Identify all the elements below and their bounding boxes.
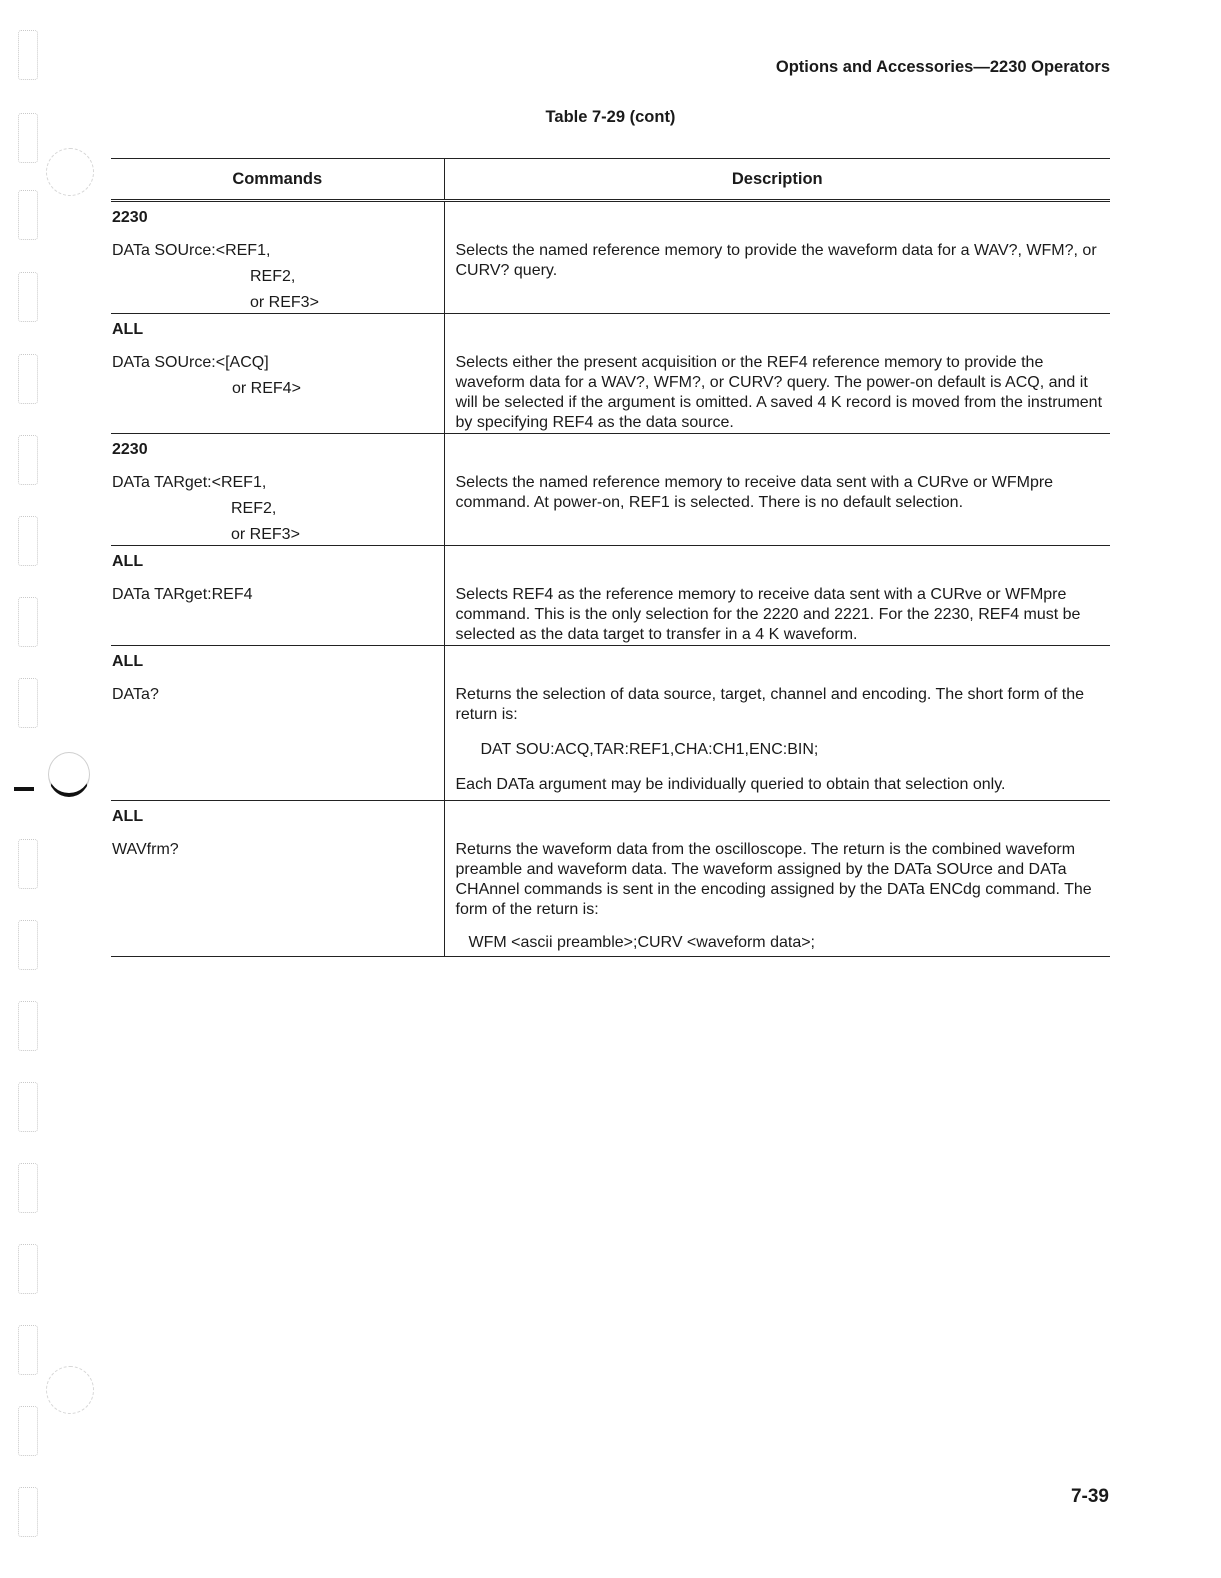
command-continuation: or REF3>: [250, 294, 319, 311]
commands-table: [111, 158, 1110, 957]
command-cell: [111, 314, 444, 434]
description-cell: [444, 434, 1110, 546]
command-continuation: REF2,: [231, 500, 277, 517]
table-title: Table 7-29 (cont): [545, 108, 676, 126]
description-note: Each DATa argument may be individually queried to obtain that selection only.: [455, 776, 1006, 793]
model-label: 2230: [112, 441, 148, 458]
binder-hole: [18, 30, 38, 80]
command-cell: [111, 546, 444, 646]
description-cell: [444, 546, 1110, 646]
running-head: Options and Accessories—2230 Operators: [775, 58, 1110, 76]
binder-hole: [18, 1406, 38, 1456]
return-format-code: DAT SOU:ACQ,TAR:REF1,CHA:CH1,ENC:BIN;: [480, 741, 819, 758]
command-text: WAVfrm?: [112, 841, 179, 858]
command-text: DATa SOUrce:<[ACQ]: [112, 354, 269, 371]
description-cell: [444, 314, 1110, 434]
binder-hole: [18, 190, 38, 240]
binder-hole: [18, 354, 38, 404]
ring-hole: [46, 148, 94, 196]
table-header-row: [111, 159, 1110, 201]
command-text: DATa TARget:REF4: [112, 586, 253, 603]
binder-hole: [18, 1487, 38, 1537]
binder-hole: [18, 920, 38, 970]
column-header-commands: Commands: [111, 159, 444, 201]
binder-hole: [18, 1244, 38, 1294]
binder-hole: [18, 272, 38, 322]
table-row: [111, 314, 1110, 434]
description-text: Selects the named reference memory to provide the waveform data for a WAV?, WFM?, or CURV? query.: [455, 242, 1097, 279]
model-label: ALL: [112, 808, 144, 825]
description-text: Returns the selection of data source, target, channel and encoding. The short form of the return is:: [455, 686, 1085, 723]
binder-hole: [18, 1163, 38, 1213]
binder-hole: [18, 516, 38, 566]
column-header-description: Description: [444, 159, 1110, 201]
command-continuation: REF2,: [250, 268, 296, 285]
description-text: Selects either the present acquisition or the REF4 reference memory to provide the waveform data for a WAV?, WFM?, or CURV? query. The power-on default is ACQ, and it will be selected if the argument is omitted. A saved 4 K record is moved from the instrument by specifying REF4 as the data source.: [455, 354, 1103, 431]
description-cell: [444, 646, 1110, 801]
command-cell: [111, 801, 444, 957]
binder-hole: [18, 597, 38, 647]
command-text: DATa?: [112, 686, 159, 703]
table-row: [111, 646, 1110, 801]
description-text: Returns the waveform data from the oscilloscope. The return is the combined waveform preamble and waveform data. The waveform assigned by the DATa SOUrce and DATa CHAnnel commands is sent in the encoding assigned by the DATa ENCdg command. The form of the return is:: [455, 841, 1092, 918]
description-cell: [444, 801, 1110, 957]
binder-hole: [18, 1325, 38, 1375]
page-number: 7-39: [1070, 1486, 1109, 1507]
table-row: [111, 434, 1110, 546]
binder-hole: [18, 1001, 38, 1051]
table-row: [111, 801, 1110, 957]
command-text: DATa TARget:<REF1,: [112, 474, 267, 491]
command-cell: [111, 201, 444, 314]
command-cell: [111, 434, 444, 546]
return-format-code: WFM <ascii preamble>;CURV <waveform data>;: [468, 934, 815, 951]
section-tab-mark: [14, 787, 34, 791]
section-tab-curve: [48, 752, 90, 797]
description-text: Selects REF4 as the reference memory to receive data sent with a CURve or WFMpre command. This is the only selection for the 2220 and 2221. For the 2230, REF4 must be selected as the data target to transfer in a 4 K waveform.: [455, 586, 1081, 643]
model-label: ALL: [112, 653, 144, 670]
command-text: DATa SOUrce:<REF1,: [112, 242, 271, 259]
binder-hole: [18, 1082, 38, 1132]
model-label: 2230: [112, 209, 148, 226]
table-row: [111, 546, 1110, 646]
description-cell: [444, 201, 1110, 314]
binder-hole: [18, 678, 38, 728]
binder-hole: [18, 435, 38, 485]
description-text: Selects the named reference memory to receive data sent with a CURve or WFMpre command. At power-on, REF1 is selected. There is no default selection.: [455, 474, 1054, 511]
binder-hole: [18, 839, 38, 889]
table-row: [111, 201, 1110, 314]
command-continuation: or REF4>: [232, 380, 301, 397]
command-continuation: or REF3>: [231, 526, 300, 543]
ring-hole: [46, 1366, 94, 1414]
model-label: ALL: [112, 553, 144, 570]
model-label: ALL: [112, 321, 144, 338]
command-cell: [111, 646, 444, 801]
